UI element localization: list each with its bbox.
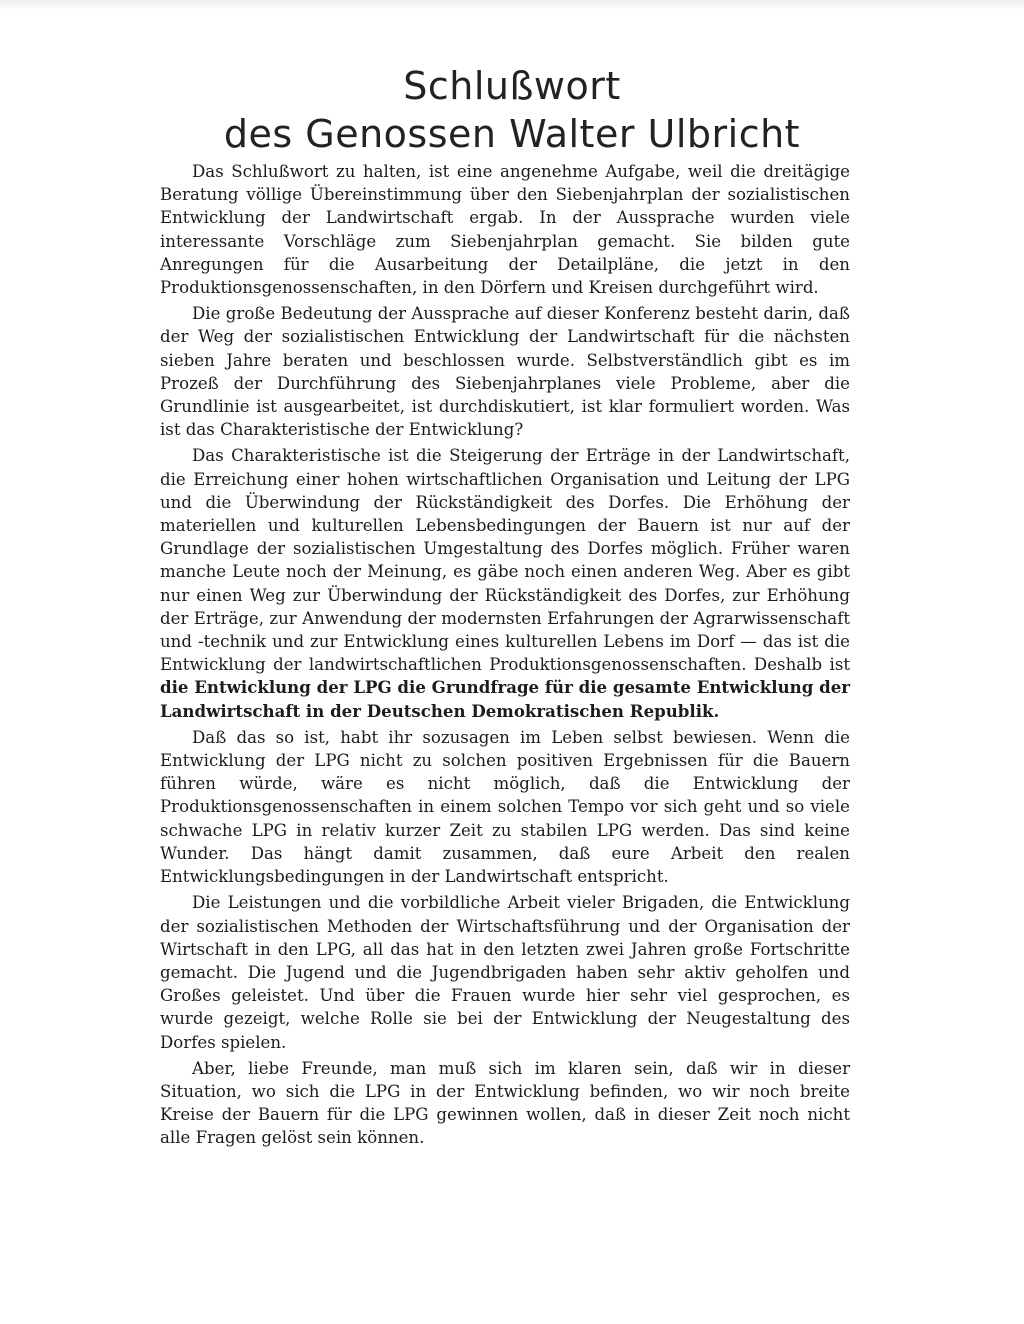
paragraph-6 (160, 1057, 850, 1150)
paragraph-2 (160, 302, 850, 441)
title-line-1: Schlußwort (403, 64, 621, 108)
paragraph-4-text: Daß das so ist, habt ihr sozusagen im Leben selbst bewiesen. Wenn die Entwicklung der LPG nicht zu solchen positiven Ergebnissen für die Bauern führen würde, wäre es nicht möglich, daß die Entwicklung der Produktionsgenossenschaften in einem solchen Tempo vor sich geht und so viele schwache LPG in relativ kurzer Zeit zu stabilen LPG werden. Das sind keine Wunder. Das hängt damit zusammen, daß eure Arbeit den realen Entwicklungsbedingungen in der Landwirtschaft entspricht. (160, 727, 850, 887)
paragraph-5-text: Die Leistungen und die vorbildliche Arbeit vieler Brigaden, die Entwicklung der sozialistischen Methoden der Wirtschaftsführung und der Organisation der Wirtschaft in den LPG, all das hat in den letzten zwei Jahren große Fortschritte gemacht. Die Jugend und die Jugendbrigaden haben sehr aktiv geholfen und Großes geleistet. Und über die Frauen wurde hier sehr viel gesprochen, es wurde gezeigt, welche Rolle sie bei der Entwicklung der Neugestaltung des Dorfes spielen. (160, 893, 850, 1052)
paragraph-3-text: Das Charakteristische ist die Steigerung der Erträge in der Landwirtschaft, die Erreichung einer hohen wirtschaftlichen Organisation und Leitung der LPG und die Überwindung der Rückständigkeit des Dorfes. Die Erhöhung der materiellen und kulturellen Lebensbedingungen der Bauern ist nur auf der Grundlage der sozialistischen Umgestaltung des Dorfes möglich. Früher waren manche Leute noch der Meinung, es gäbe noch einen anderen Weg. Aber es gibt nur einen Weg zur Überwindung der Rückständigkeit des Dorfes, zur Erhöhung der Erträge, zur Anwendung der modernsten Erfahrungen der Agrarwissenschaft und -technik und zur Entwicklung eines kulturellen Lebens im Dorf — das ist die Entwicklung der landwirtschaftlichen Produktionsgenossenschaften. Deshalb ist (160, 446, 850, 675)
paragraph-2-text: Die große Bedeutung der Aussprache auf dieser Konferenz besteht darin, daß der Weg der sozialistischen Entwicklung der Landwirtschaft für die nächsten sieben Jahre beraten und beschlossen wurde. Selbstverständlich gibt es im Prozeß der Durchführung des Siebenjahrplanes viele Probleme, aber die Grundlinie ist ausgearbeitet, ist durchdiskutiert, ist klar formuliert worden. Was ist das Charakteristische der Entwicklung? (160, 304, 850, 440)
paragraph-1 (160, 160, 850, 299)
paragraph-4 (160, 726, 850, 888)
paragraph-3 (160, 444, 850, 722)
title-line-2: des Genossen Walter Ulbricht (223, 112, 801, 156)
body-text (160, 160, 850, 1153)
paragraph-3-bold-text: die Entwicklung der LPG die Grundfrage für die gesamte Entwicklung der Landwirtschaft in der Deutschen Demokratischen Republik. (160, 677, 850, 721)
page-title (0, 62, 1024, 158)
paragraph-6-text: Aber, liebe Freunde, man muß sich im klaren sein, daß wir in dieser Situation, wo sich die LPG in der Entwicklung befinden, wo wir noch breite Kreise der Bauern für die LPG gewinnen wollen, daß in dieser Zeit noch nicht alle Fragen gelöst sein können. (160, 1058, 850, 1148)
paragraph-5 (160, 891, 850, 1053)
scan-top-edge (0, 0, 1024, 10)
paragraph-1-text: Das Schlußwort zu halten, ist eine angenehme Aufgabe, weil die dreitägige Beratung völlige Übereinstimmung über den Siebenjahrplan der sozialistischen Entwicklung der Landwirtschaft ergab. In der Aussprache wurden viele interessante Vorschläge zum Siebenjahrplan gemacht. Sie bilden gute Anregungen für die Ausarbeitung der Detailpläne, die jetzt in den Produktionsgenossenschaften, in den Dörfern und Kreisen durchgeführt wird. (160, 162, 850, 298)
